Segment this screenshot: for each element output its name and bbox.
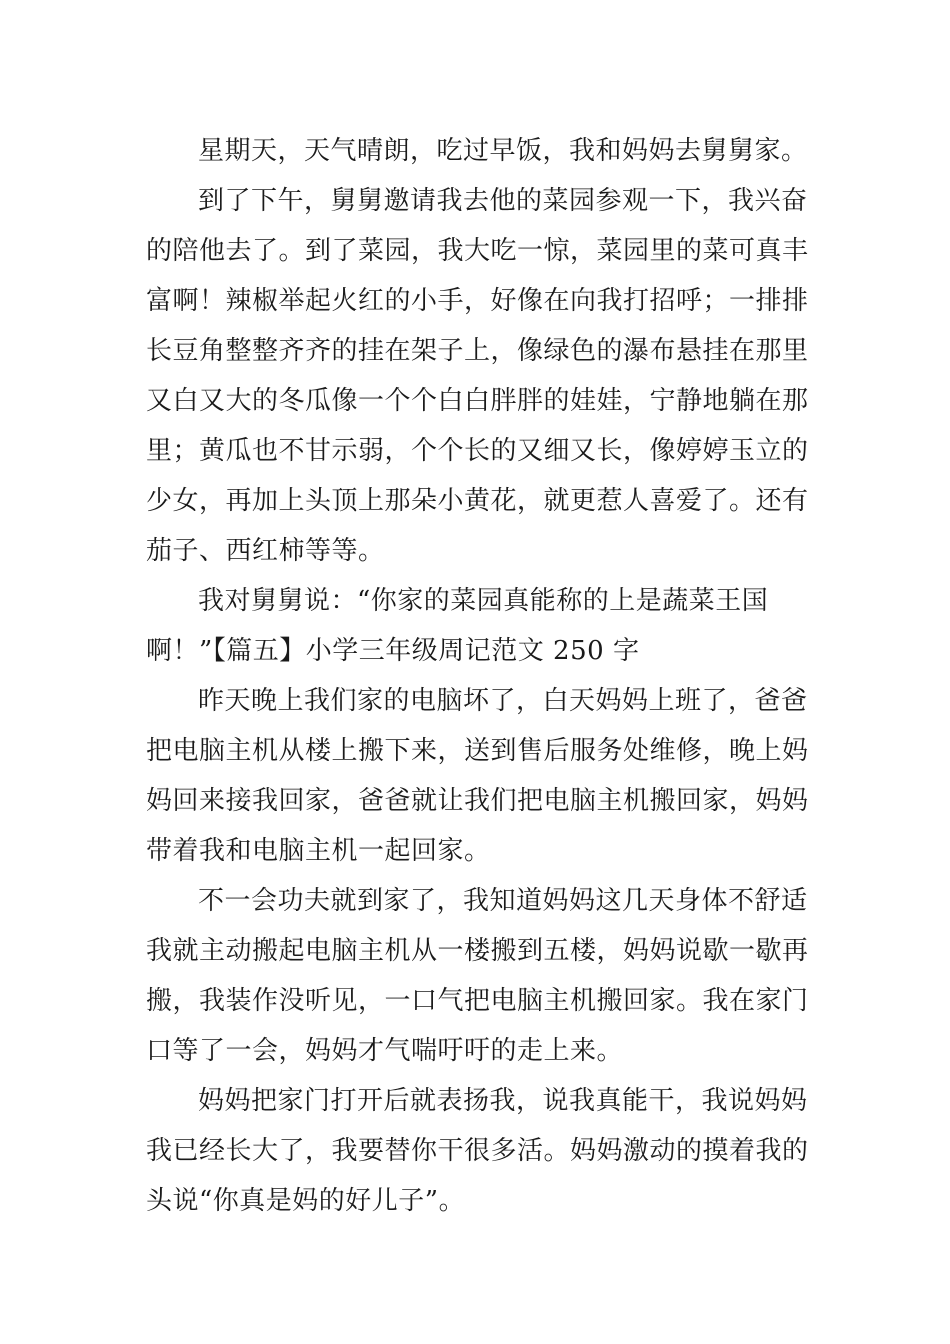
paragraph-line: 我对舅舅说：“你家的菜园真能称的上是蔬菜王国 xyxy=(198,586,769,616)
paragraph-line: 到了下午，舅舅邀请我去他的菜园参观一下，我兴奋 xyxy=(198,186,808,216)
document-body xyxy=(146,126,809,1226)
paragraph-line: 啊！”【篇五】小学三年级周记范文 250 字 xyxy=(146,636,640,666)
paragraph-line: 里；黄瓜也不甘示弱，个个长的又细又长，像婷婷玉立的 xyxy=(146,436,809,466)
paragraph-line: 头说“你真是妈的好儿子”。 xyxy=(146,1186,466,1216)
paragraph-line: 妈回来接我回家，爸爸就让我们把电脑主机搬回家，妈妈 xyxy=(146,786,809,816)
paragraph-line: 把电脑主机从楼上搬下来，送到售后服务处维修，晚上妈 xyxy=(146,736,809,766)
paragraph-line: 我就主动搬起电脑主机从一楼搬到五楼，妈妈说歇一歇再 xyxy=(146,936,809,966)
paragraph-line: 带着我和电脑主机一起回家。 xyxy=(146,836,491,866)
paragraph-line: 口等了一会，妈妈才气喘吁吁的走上来。 xyxy=(146,1036,624,1066)
paragraph-line: 茄子、西红柿等等。 xyxy=(146,536,385,566)
paragraph-line: 星期天，天气晴朗，吃过早饭，我和妈妈去舅舅家。 xyxy=(198,136,808,166)
paragraph-line: 富啊！辣椒举起火红的小手，好像在向我打招呼；一排排 xyxy=(146,286,809,316)
paragraph-line: 昨天晚上我们家的电脑坏了，白天妈妈上班了，爸爸 xyxy=(198,686,808,716)
paragraph-line: 少女，再加上头顶上那朵小黄花，就更惹人喜爱了。还有 xyxy=(146,486,809,516)
paragraph-line: 的陪他去了。到了菜园，我大吃一惊，菜园里的菜可真丰 xyxy=(146,236,809,266)
paragraph-line: 妈妈把家门打开后就表扬我，说我真能干，我说妈妈 xyxy=(198,1086,808,1116)
paragraph-line: 搬，我装作没听见，一口气把电脑主机搬回家。我在家门 xyxy=(146,986,809,1016)
paragraph-line: 我已经长大了，我要替你干很多活。妈妈激动的摸着我的 xyxy=(146,1136,809,1166)
paragraph-line: 又白又大的冬瓜像一个个白白胖胖的娃娃，宁静地躺在那 xyxy=(146,386,809,416)
paragraph-line: 不一会功夫就到家了，我知道妈妈这几天身体不舒适 xyxy=(198,886,808,916)
paragraph-line: 长豆角整整齐齐的挂在架子上，像绿色的瀑布悬挂在那里 xyxy=(146,336,809,366)
